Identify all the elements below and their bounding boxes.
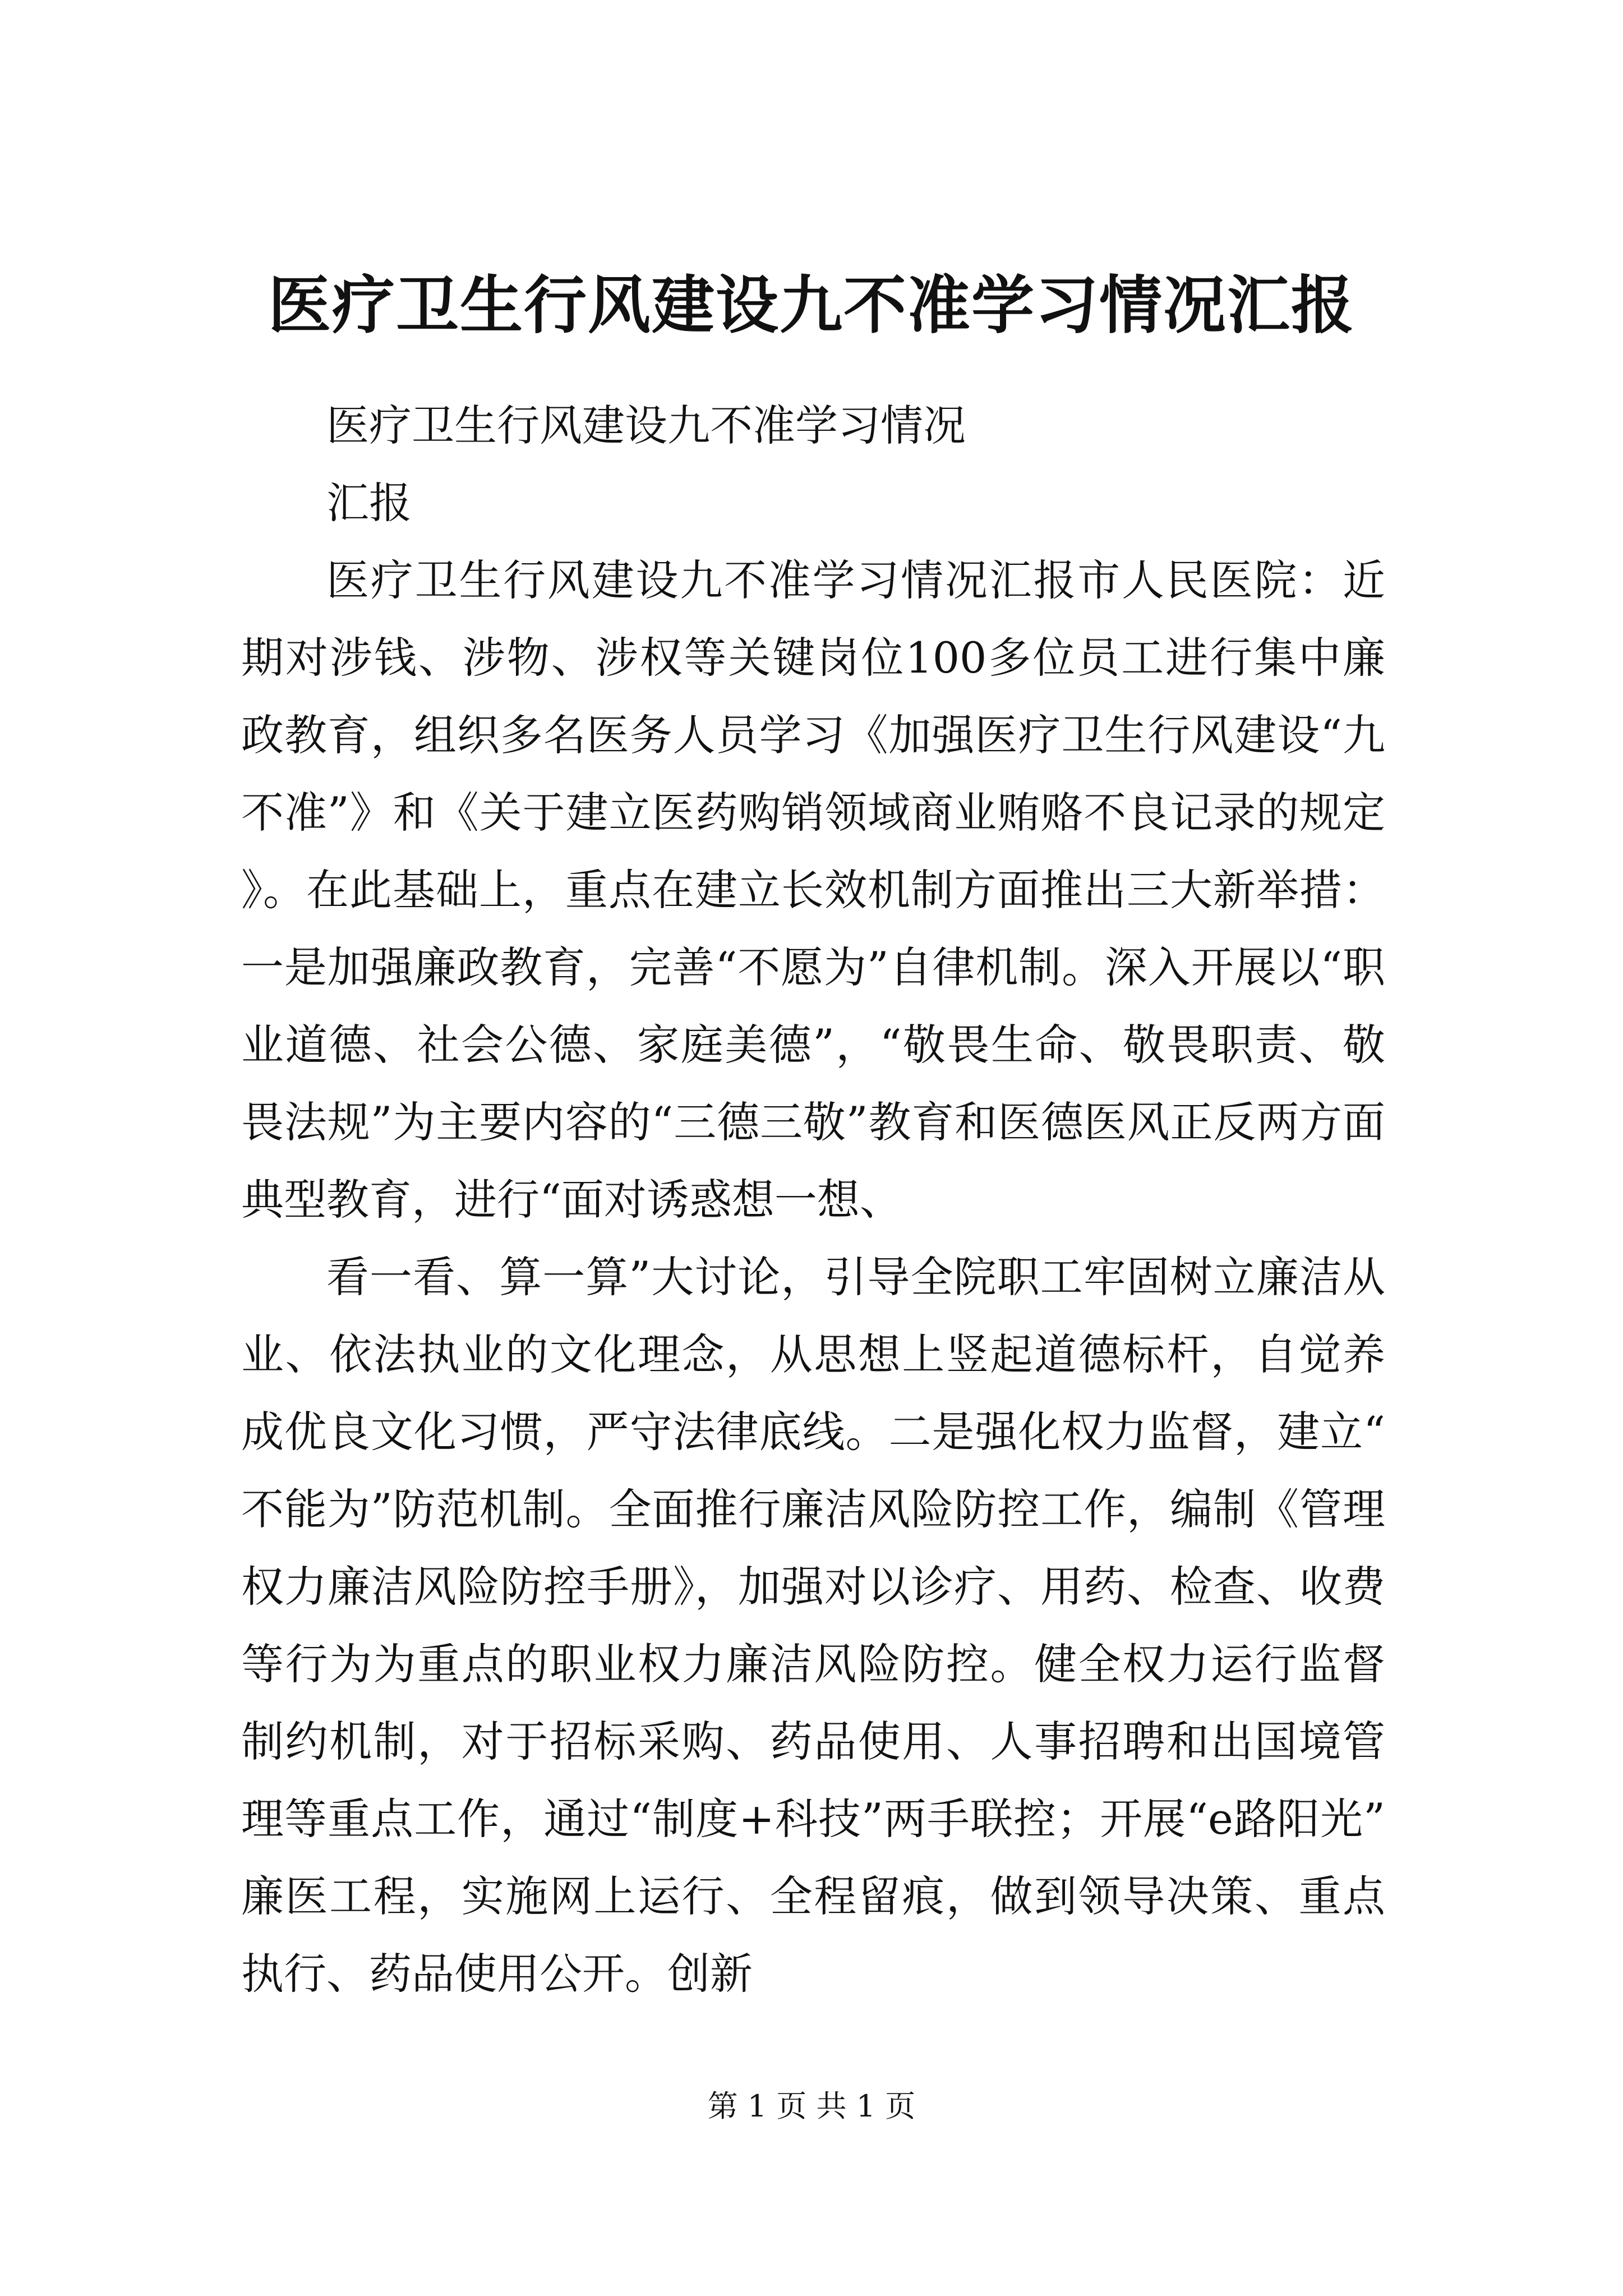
body-paragraph: 看一看、算一算”大讨论，引导全院职工牢固树立廉洁从业、依法执业的文化理念，从思想上竖起道德标杆，自觉养成优良文化习惯，严守法律底线。二是强化权力监督，建立“不能为”防范机制。全面推行廉洁风险防控工作，编制《管理权力廉洁风险防控手册》，加强对以诊疗、用药、检查、收费等行为为重点的职业权力廉洁风险防控。健全权力运行监督制约机制，对于招标采购、药品使用、人事招聘和出国境管理等重点工作，通过“制度+科技”两手联控；开展“e路阳光”廉医工程，实施网上运行、全程留痕，做到领导决策、重点执行、药品使用公开。创新 xyxy=(241,1252,1385,1999)
body-paragraph: 汇报 xyxy=(326,478,412,528)
document-body xyxy=(241,387,1385,2013)
document-title: 医疗卫生行风建设九不准学习情况汇报 xyxy=(268,269,1355,342)
body-paragraph: 医疗卫生行风建设九不准学习情况汇报市人民医院：近期对涉钱、涉物、涉权等关键岗位100多位员工进行集中廉政教育，组织多名医务人员学习《加强医疗卫生行风建设“九不准”》和《关于建立医药购销领域商业贿赂不良记录的规定》。在此基础上，重点在建立长效机制方面推出三大新举措：一是加强廉政教育，完善“不愿为”自律机制。深入开展以“职业道德、社会公德、家庭美德”，“敬畏生命、敬畏职责、敬畏法规”为主要内容的“三德三敬”教育和医德医风正反两方面典型教育，进行“面对诱惑想一想、 xyxy=(241,555,1385,1225)
body-paragraph: 医疗卫生行风建设九不准学习情况 xyxy=(326,401,966,450)
page-footer: 第 1 页 共 1 页 xyxy=(707,2088,916,2124)
